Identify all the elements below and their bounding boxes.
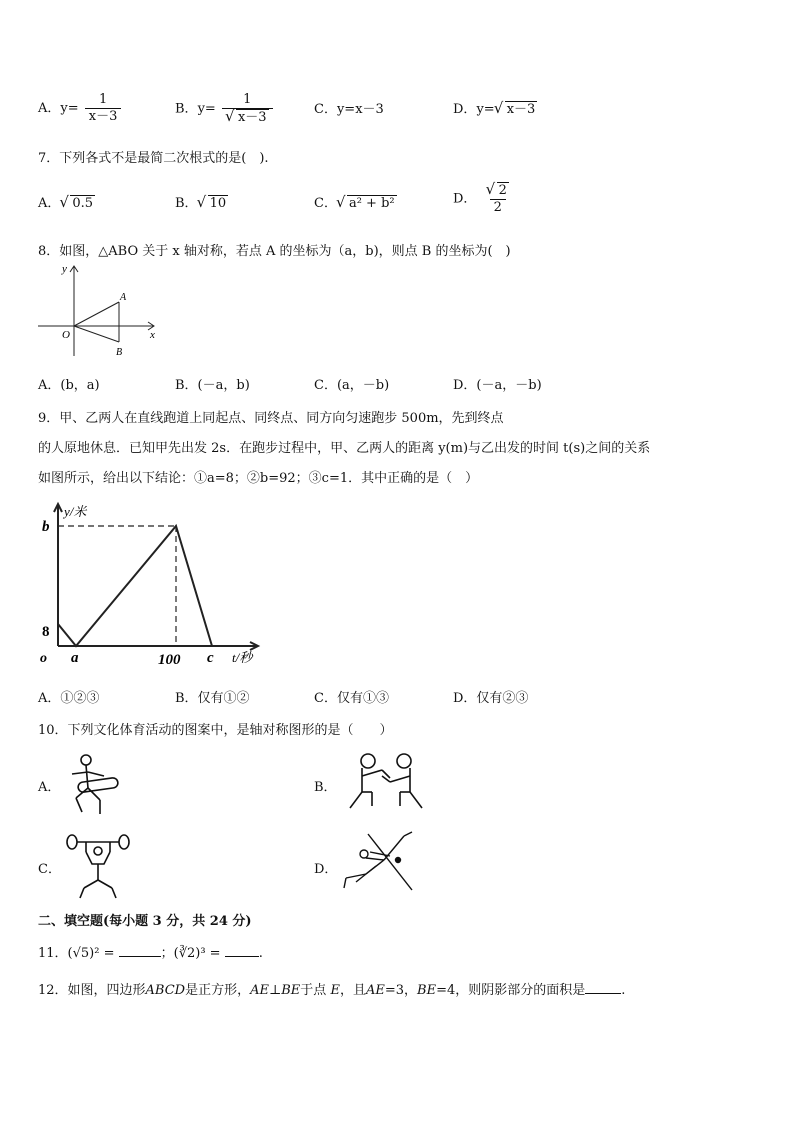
q12: 12．如图，四边形ABCD是正方形，AE⊥BE于点 E，且AE=3，BE=4，则阴影部分的面积是 . <box>38 983 626 998</box>
q6-option-c: C．y=x－3 <box>314 102 384 117</box>
q8-stem: 8．如图，△ABO 关于 x 轴对称，若点 A 的坐标为（a，b)，则点 B 的坐标为( ) <box>38 244 511 259</box>
q7-option-c: C．√ a² + b² <box>314 192 397 212</box>
q7-stem: 7．下列各式不是最简二次根式的是( ). <box>38 151 269 166</box>
q8-segment-oa <box>74 302 119 326</box>
q10-option-d-label: D． <box>314 862 338 877</box>
q9-option-c: C．仅有①③ <box>314 691 389 706</box>
q10-option-b-label: B． <box>314 780 337 795</box>
q10-stem: 10．下列文化体育活动的图案中，是轴对称图形的是（ ） <box>38 723 393 738</box>
q6-option-a: A．y= $\frac{1}{x-3}$ <box>38 92 121 125</box>
q9-option-b: B．仅有①② <box>175 691 250 706</box>
q9-option-d: D．仅有②③ <box>453 691 529 706</box>
q8-option-d: D．(－a，－b) <box>453 378 542 393</box>
q10-figure-b <box>344 752 428 814</box>
q9-label-a: a <box>71 650 79 666</box>
section-2-title: 二、填空题(每小题 3 分，共 24 分) <box>38 914 252 929</box>
q11-blank-1[interactable] <box>119 956 161 957</box>
q8-segment-ob <box>74 326 119 342</box>
q9-figure <box>30 500 270 670</box>
q12-blank[interactable] <box>585 993 621 994</box>
q8-label-o: O <box>62 329 70 341</box>
q7-option-b: B．√ 10 <box>175 192 228 212</box>
q9-stem-line-3: 如图所示，给出以下结论：①a=8；②b=92；③c=1．其中正确的是（ ） <box>38 471 479 486</box>
q6-option-b: B．y= 1 √ x－3 <box>175 92 273 126</box>
q7-option-d: D． √ $\frac{2}{2}$ <box>453 182 513 216</box>
q10-figure-a <box>64 752 130 818</box>
q9-label-8: 8 <box>42 624 50 640</box>
q9-label-b: b <box>42 519 50 535</box>
q11: 11．(√5)² = ；(∛2)³ = . <box>38 946 263 961</box>
q9-label-100: 100 <box>158 652 181 668</box>
q10-figure-c <box>64 830 132 902</box>
q9-label-t: t/秒 <box>232 650 253 665</box>
q9-stem-line-2: 的人原地休息．已知甲先出发 2s．在跑步过程中，甲、乙两人的距离 y(m)与乙出发的时间 t(s)之间的关系 <box>38 441 651 456</box>
q9-option-a: A．①②③ <box>38 691 100 706</box>
q9-label-c: c <box>207 650 214 666</box>
q11-blank-2[interactable] <box>225 956 259 957</box>
q9-stem-line-1: 9．甲、乙两人在直线跑道上同起点、同终点、同方向匀速跑步 500m，先到终点 <box>38 411 504 426</box>
q10-option-c-label: C． <box>38 862 61 877</box>
q8-label-a: A <box>120 292 127 303</box>
q8-label-x: x <box>150 329 155 341</box>
q8-label-b: B <box>116 347 123 358</box>
q8-option-a: A．(b，a) <box>38 378 100 393</box>
q10-option-a-label: A． <box>38 780 61 795</box>
q8-option-c: C．(a，－b) <box>314 378 390 393</box>
q10-figure-d <box>340 830 420 896</box>
q8-label-y: y <box>62 263 67 275</box>
q8-figure <box>34 260 164 360</box>
q6-option-d: D．y=√ x－3 <box>453 98 537 118</box>
q9-label-y: y/米 <box>64 504 87 519</box>
q9-distance-line <box>58 526 212 646</box>
q9-label-o: o <box>40 651 47 666</box>
q8-option-b: B．(－a，b) <box>175 378 250 393</box>
q7-option-a: A．√ 0.5 <box>38 192 95 212</box>
